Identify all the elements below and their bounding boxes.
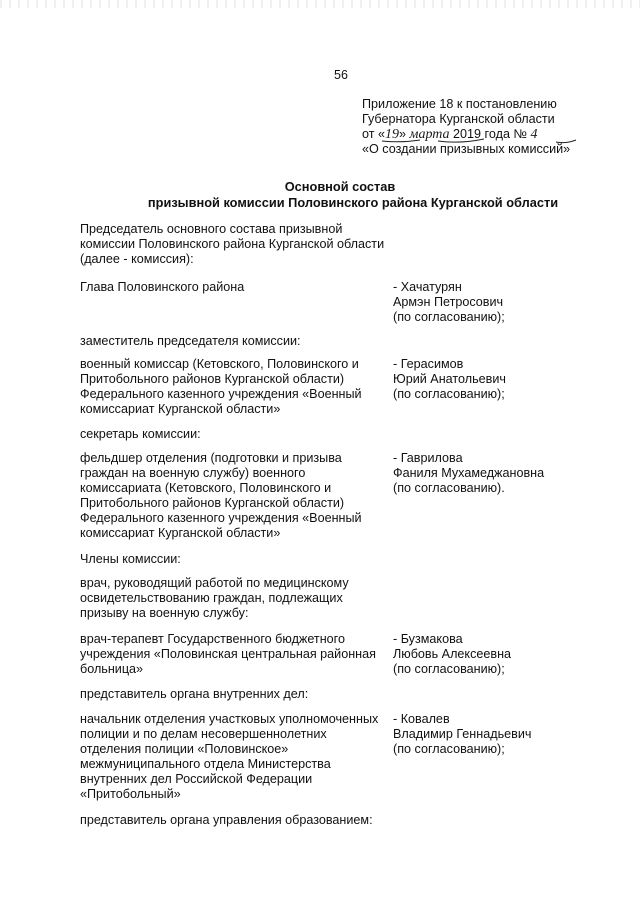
entry-left-text: Глава Половинского района [80,280,245,294]
entry-left-text: начальник отделения участковых уполномоченных полиции и по делам несовершеннолетних отделения полиции «Половинское» межмуниципального отдела Министерства внутренних дел Российской Федерации «Притобольный» [80,712,379,801]
entry-person: - Гаврилова Фаниля Мухамеджановна (по согласованию). [393,451,545,495]
handwritten-month: марта [409,127,450,142]
entry-left-text: Члены комиссии: [80,552,181,566]
page-number: 56 [334,68,348,82]
entry-left-text: военный комиссар (Кетовского, Половинского и Притобольного районов Курганской области) Федерального казенного учреждения «Военный комиссариат Курганской области» [80,357,362,416]
appendix-mid: » [399,127,410,141]
document-title: Основной состав [284,179,396,194]
entry-left-text: Председатель основного состава призывной комиссии Половинского района Курганской области (далее - комиссия): [80,222,385,266]
appendix-line4: «О создании призывных комиссий» [362,142,571,156]
handwritten-number: 4 [530,127,538,142]
entry-left-text: представитель органа управления образованием: [80,813,373,827]
appendix-year: 2019 года № [449,127,531,141]
scan-edge-noise [0,0,640,8]
entry-left-text: врач, руководящий работой по медицинскому освидетельствованию граждан, подлежащих призыву на военную службу: [80,576,349,620]
entry-left-text: заместитель председателя комиссии: [80,334,301,348]
entry-left-text: представитель органа внутренних дел: [80,687,309,701]
appendix-line2: Губернатора Курганской области [362,112,555,126]
entry-person: - Ковалев Владимир Геннадьевич (по согласованию); [393,712,532,756]
handwritten-day: 19 [385,127,399,142]
entry-left-text: фельдшер отделения (подготовки и призыва граждан на военную службу) военного комиссариата (Кетовского, Половинского и Притобольного районов Курганской области) Федерального казенного учреждения «Военный комиссариат Курганской области» [80,451,362,540]
entry-person: - Хачатурян Армэн Петросович (по согласованию); [393,280,505,324]
entry-person: - Бузмакова Любовь Алексеевна (по согласованию); [393,632,512,676]
handwriting-underline-marks [380,124,580,146]
entry-left-text: секретарь комиссии: [80,427,201,441]
document-subtitle: призывной комиссии Половинского района Курганской области [147,195,559,210]
entry-person: - Герасимов Юрий Анатольевич (по согласованию); [393,357,506,401]
entry-left-text: врач-терапевт Государственного бюджетного учреждения «Половинская центральная районная больница» [80,632,376,676]
appendix-line1: Приложение 18 к постановлению [362,97,557,111]
appendix-from: от « [362,127,385,141]
